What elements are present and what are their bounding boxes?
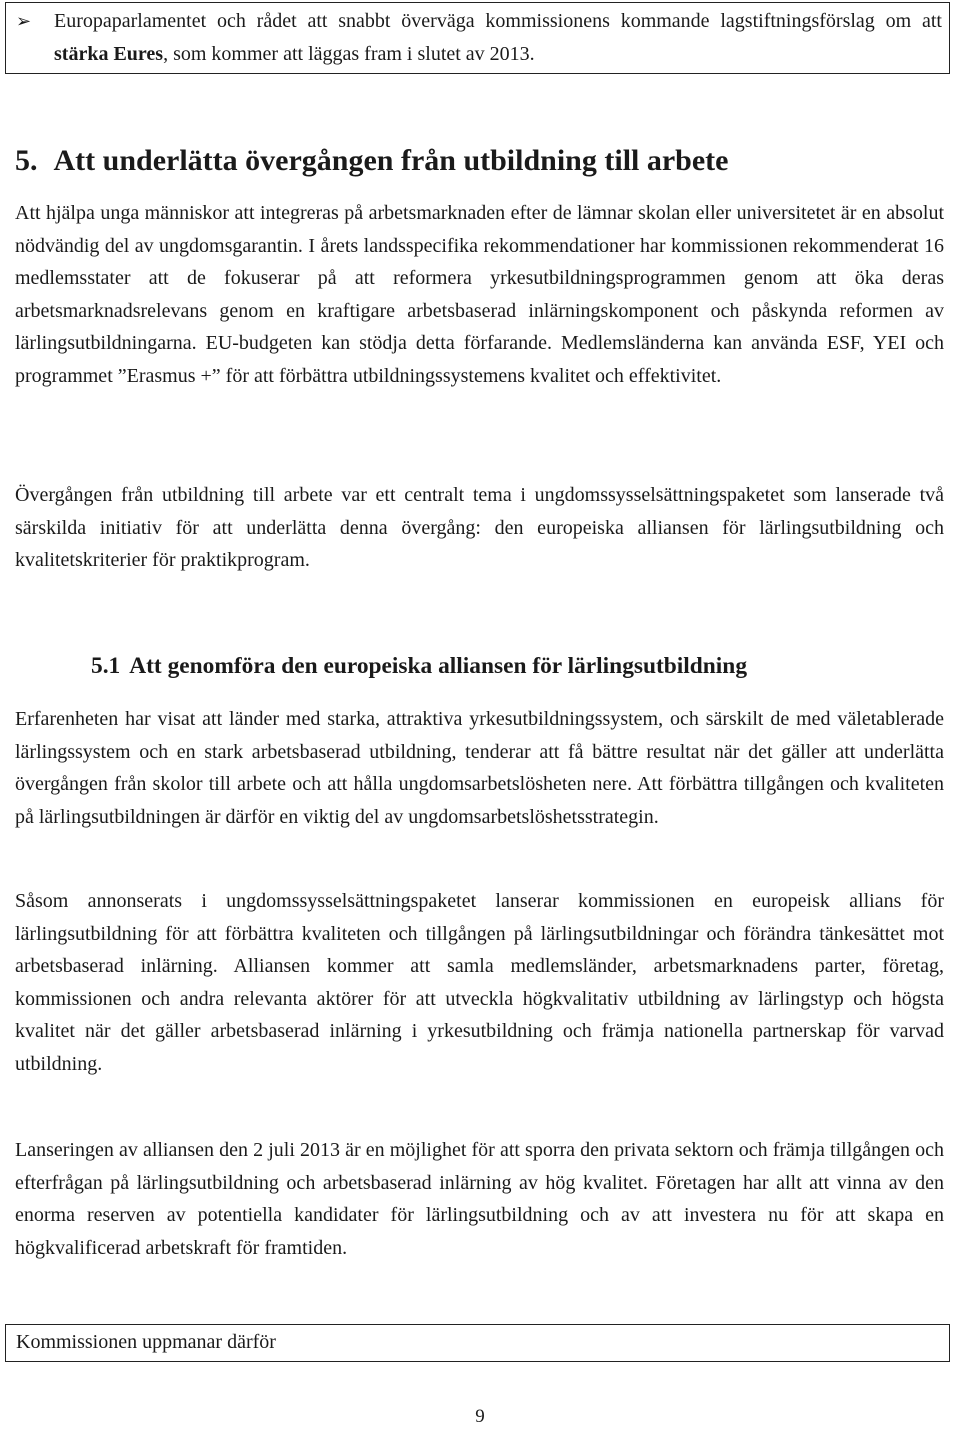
section-5-paragraph-1: Att hjälpa unga människor att integreras på arbetsmarknaden efter de lämnar skolan eller universitetet är en absolut nödvändig del av ungdomsgarantin. I årets landsspecifika rekommendationer har kommissionen rekommenderat 16 medlemsstater att de fokuserar på att reformera yrkesutbildningsprogrammen genom att öka deras arbetsmarknadsrelevans genom en kraftigare arbetsbaserad inlärningskomponent och påskynda reformen av lärlingsutbildningarna. EU-budgeten kan stödja detta förfarande. Medlemsländerna kan använda ESF, YEI och programmet ”Erasmus +” för att förbättra utbildningssystemens kvalitet och effektivitet. [15,202,944,387]
section-5-paragraph-2: Övergången från utbildning till arbete var ett centralt tema i ungdomssysselsättningspaketet som lanserade två särskilda initiativ för att underlätta denna övergång: den europeiska alliansen för lärlingsutbildning och kvalitetskriterier för praktikprogram. [15,484,944,571]
bullet-text-bold: stärka Eures [54,42,164,65]
arrow-bullet-icon: ➢ [16,11,32,31]
section-5-1-paragraph-2: Såsom annonserats i ungdomssysselsättningspaketet lanserar kommissionen en europeisk allians för lärlingsutbildning för att förbättra kvaliteten och tillgången på lärlingsutbildningar och förändra tänkesättet mot arbetsbaserad inlärning. Alliansen kommer att samla medlemsländer, arbetsmarknadens parter, företag, kommissionen och andra relevanta aktörer för att utveckla högkvalitativ utbildning av lärlingstyp och högsta kvalitet när det gäller arbetsbaserad inlärning i yrkesutbildning och främja nationella partnerskap för varvad utbildning. [15,890,944,1075]
commission-calls-text: Kommissionen uppmanar därför [16,1331,276,1353]
section-5-number: 5. [15,144,38,177]
section-5-1-number: 5.1 [91,653,121,679]
section-5-1-paragraph-3: Lanseringen av alliansen den 2 juli 2013 är en möjlighet för att sporra den privata sektorn och främja tillgången och efterfrågan på lärlingsutbildning och arbetsbaserad inlärning av hög kvalitet. Företagen har allt att vinna av den enorma reserven av potentiella kandidater för lärlingsutbildning och av att investera nu för att skapa en högkvalificerad arbetskraft för framtiden. [15,1139,944,1259]
bullet-text-start: Europaparlamentet och rådet att snabbt överväga kommissionens kommande lagstiftningsförslag om att [54,10,942,32]
page-number: 9 [475,1406,485,1427]
bullet-item [16,5,942,70]
commission-calls-box [5,1324,950,1362]
section-5-1-paragraph-1: Erfarenheten har visat att länder med starka, attraktiva yrkesutbildningssystem, och särskilt de med väletablerade lärlingssystem och en stark arbetsbaserad utbildning, tenderar att få bättre resultat när det gäller att underlätta övergången från skolor till arbete och att hålla ungdomsarbetslösheten nere. Att förbättra tillgången och kvaliteten på lärlingsutbildningen är därför en viktig del av ungdomsarbetslöshetsstrategin. [15,708,944,828]
section-5-1-heading [91,650,747,683]
bullet-text-end: , som kommer att läggas fram i slutet av 2013. [163,42,535,65]
bullet-text [54,5,942,70]
section-5-title: Att underlätta övergången från utbildning till arbete [53,144,729,177]
recommendation-box [5,2,950,74]
section-5-heading [15,145,729,178]
section-5-1-title: Att genomföra den europeiska alliansen för lärlingsutbildning [129,653,748,679]
